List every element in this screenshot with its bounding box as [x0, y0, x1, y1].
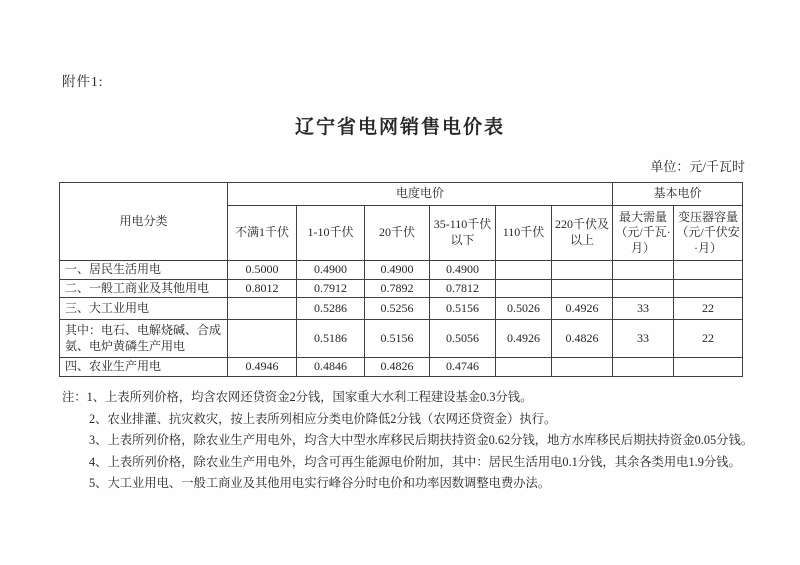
price-cell: 0.5286: [297, 298, 365, 320]
price-cell: 0.4900: [430, 261, 496, 280]
row-category: 四、农业生产用电: [60, 358, 228, 377]
price-cell: 0.4926: [552, 298, 613, 320]
header-voltage-35-110kv: 35-110千伏以下: [430, 206, 496, 261]
price-cell: [613, 280, 674, 298]
row-category: 一、居民生活用电: [60, 261, 228, 280]
row-category: 其中：电石、电解烧碱、合成氨、电炉黄磷生产用电: [60, 320, 228, 358]
header-voltage-20kv: 20千伏: [365, 206, 430, 261]
price-cell: 0.7812: [430, 280, 496, 298]
price-cell: 0.4826: [552, 320, 613, 358]
note-item: 3、上表所列价格，除农业生产用电外，均含大中型水库移民后期扶持资金0.62分钱，地方水库移民后期扶持资金0.05分钱。: [89, 433, 754, 448]
price-cell: 33: [613, 298, 674, 320]
note-text: 1、上表所列价格，均含农网还贷资金2分钱，国家重大水利工程建设基金0.3分钱。: [86, 390, 533, 404]
note-item: 4、上表所列价格，除农业生产用电外，均含可再生能源电价附加，其中：居民生活用电0.1分钱，其余各类用电1.9分钱。: [89, 454, 741, 469]
note-item: [62, 387, 762, 409]
price-cell: 33: [613, 320, 674, 358]
price-cell: 0.7892: [365, 280, 430, 298]
attachment-label: 附件1:: [62, 74, 104, 89]
price-cell: [496, 261, 552, 280]
header-voltage-220kv-up: 220千伏及以上: [552, 206, 613, 261]
footnotes: [62, 387, 762, 495]
price-cell: 0.7912: [297, 280, 365, 298]
price-cell: [496, 358, 552, 377]
price-cell: [552, 261, 613, 280]
price-cell: 0.4846: [297, 358, 365, 377]
price-cell: 0.4900: [297, 261, 365, 280]
row-category: 三、大工业用电: [60, 298, 228, 320]
price-cell: [228, 298, 297, 320]
table-row-agriculture: [60, 358, 743, 377]
header-energy-price-group: 电度电价: [228, 183, 613, 206]
price-cell: 0.4900: [365, 261, 430, 280]
header-voltage-1-10kv: 1-10千伏: [297, 206, 365, 261]
page-title: 辽宁省电网销售电价表: [294, 117, 505, 138]
table-row-residential: [60, 261, 743, 280]
price-cell: [674, 261, 743, 280]
price-cell: [496, 280, 552, 298]
price-cell: [552, 358, 613, 377]
note-item: 5、大工业用电、一般工商业及其他用电实行峰谷分时电价和功率因数调整电费办法。: [89, 476, 551, 491]
price-cell: 0.4946: [228, 358, 297, 377]
header-basic-price-group: 基本电价: [613, 183, 743, 206]
table-row-commercial: [60, 280, 743, 298]
price-cell: 0.5186: [297, 320, 365, 358]
price-cell: 0.5156: [430, 298, 496, 320]
price-cell: [228, 320, 297, 358]
header-classification: 用电分类: [60, 183, 228, 261]
price-cell: 0.5256: [365, 298, 430, 320]
note-item: 2、农业排灌、抗灾救灾，按上表所列相应分类电价降低2分钱（农网还贷资金）执行。: [89, 411, 557, 426]
price-cell: 0.8012: [228, 280, 297, 298]
price-cell: [613, 261, 674, 280]
header-voltage-110kv: 110千伏: [496, 206, 552, 261]
price-cell: 0.4826: [365, 358, 430, 377]
note-prefix: 注：: [62, 390, 87, 404]
price-cell: [613, 358, 674, 377]
price-cell: 22: [674, 298, 743, 320]
price-cell: 0.5000: [228, 261, 297, 280]
header-max-demand: 最大需量（元/千瓦·月）: [613, 206, 674, 261]
electricity-price-table: [59, 182, 743, 377]
table-header-row-groups: [60, 183, 743, 206]
price-cell: 0.4926: [496, 320, 552, 358]
price-cell: [674, 358, 743, 377]
unit-label: 单位：元/千瓦时: [650, 159, 745, 174]
header-voltage-under1kv: 不满1千伏: [228, 206, 297, 261]
price-cell: 0.5156: [365, 320, 430, 358]
price-cell: 0.5026: [496, 298, 552, 320]
price-cell: 22: [674, 320, 743, 358]
header-transformer-capacity: 变压器容量（元/千伏安·月）: [674, 206, 743, 261]
price-cell: [674, 280, 743, 298]
price-cell: 0.4746: [430, 358, 496, 377]
row-category: 二、一般工商业及其他用电: [60, 280, 228, 298]
price-cell: 0.5056: [430, 320, 496, 358]
table-row-special-industry: [60, 320, 743, 358]
table-row-large-industry: [60, 298, 743, 320]
price-cell: [552, 280, 613, 298]
